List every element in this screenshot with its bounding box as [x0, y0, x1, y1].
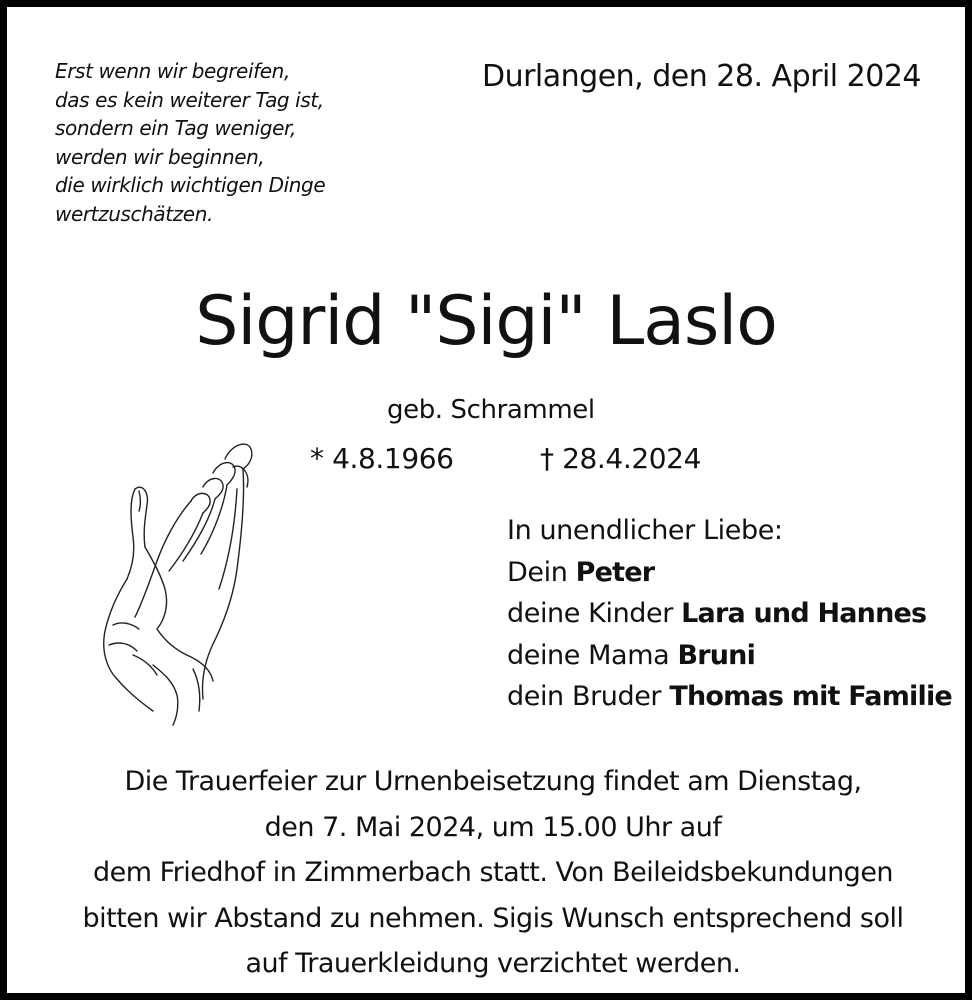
family-member — [507, 635, 952, 677]
funeral-line: dem Friedhof in Zimmerbach statt. Von Beileidsbekundungen — [92, 857, 894, 888]
poem-line: die wirklich wichtigen Dinge — [55, 173, 326, 197]
place-and-date: Durlangen, den 28. April 2024 — [481, 59, 921, 94]
member-relation: deine Kinder — [507, 598, 682, 629]
funeral-line: auf Trauerkleidung verzichtet werden. — [245, 948, 741, 979]
member-names: Peter — [575, 556, 655, 588]
poem-line: wertzuschätzen. — [55, 201, 213, 226]
funeral-line: bitten wir Abstand zu nehmen. Sigis Wunsch entsprechend soll — [82, 902, 904, 934]
funeral-line: den 7. Mai 2024, um 15.00 Uhr auf — [264, 811, 722, 843]
member-names: Thomas mit Familie — [669, 681, 952, 712]
deceased-name: Sigrid "Sigi" Laslo — [195, 282, 777, 361]
member-names: Lara und Hannes — [681, 598, 927, 629]
family-member — [507, 676, 952, 718]
family-intro: In unendlicher Liebe: — [507, 515, 783, 546]
death-date: † 28.4.2024 — [540, 442, 702, 475]
member-relation: deine Mama — [507, 639, 678, 671]
member-names: Bruni — [677, 639, 756, 671]
poem — [55, 57, 385, 228]
member-relation: Dein — [507, 556, 576, 588]
poem-line: das es kein weiterer Tag ist, — [55, 87, 324, 112]
funeral-line: Die Trauerfeier zur Urnenbeisetzung findet am Dienstag, — [124, 766, 862, 797]
funeral-announcement — [27, 759, 959, 987]
family-member — [507, 552, 952, 594]
poem-line: sondern ein Tag weniger, — [55, 116, 296, 140]
maiden-name: geb. Schrammel — [387, 395, 595, 425]
family-signatures — [507, 510, 952, 718]
poem-line: werden wir beginnen, — [55, 144, 265, 169]
poem-line: Erst wenn wir begreifen, — [55, 59, 290, 83]
praying-hands-icon — [73, 429, 263, 729]
birth-date: * 4.8.1966 — [310, 442, 454, 475]
family-member — [507, 593, 952, 635]
member-relation: dein Bruder — [507, 681, 670, 712]
